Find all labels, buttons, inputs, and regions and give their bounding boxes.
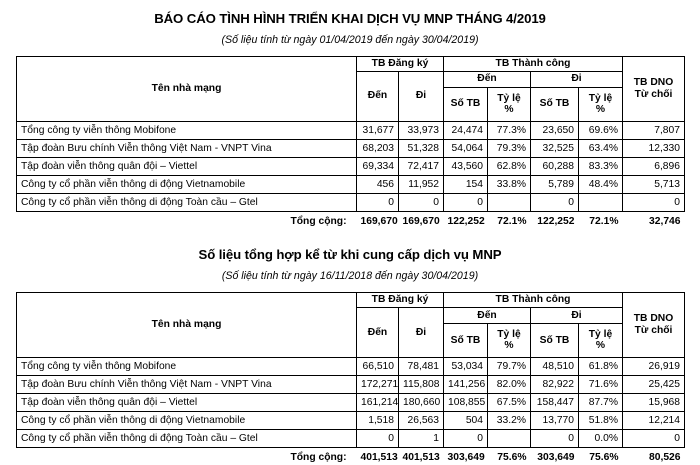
tc-den-tyle-value: 33.8%: [488, 175, 531, 193]
report-2-col-tc-den-sotb: Số TB: [444, 323, 488, 357]
operator-name: Công ty cổ phần viễn thông di động Vietnamobile: [17, 411, 357, 429]
report-2-subtitle: (Số liệu tính từ ngày 16/11/2018 đến ngày 30/04/2019): [221, 269, 479, 282]
tc-di-tyle-value: 87.7%: [579, 393, 623, 411]
tc-di-tyle-value: 71.6%: [579, 375, 623, 393]
tc-di-tyle-value: 69.6%: [579, 121, 623, 139]
tc-di-sotb-value: 5,789: [531, 175, 579, 193]
dk-den-value: 31,677: [357, 121, 399, 139]
dk-den-value: 1,518: [357, 411, 399, 429]
tc-den-tyle-value: 33.2%: [488, 411, 531, 429]
tc-di-sotb-value: 158,447: [531, 393, 579, 411]
total-tc-den-tyle: 75.6%: [497, 452, 527, 464]
tc-den-tyle-value: 67.5%: [488, 393, 531, 411]
dk-di-value: 11,952: [399, 175, 444, 193]
tc-di-tyle-value: 61.8%: [579, 357, 623, 375]
dk-di-value: 72,417: [399, 157, 444, 175]
total-tc-den-sotb: 122,252: [447, 215, 485, 227]
report-1-col-dno-line1: TB DNO: [633, 77, 674, 89]
report-1-title: BÁO CÁO TÌNH HÌNH TRIỂN KHAI DỊCH VỤ MNP THÁNG 4/2019: [154, 11, 546, 26]
dk-di-value: 78,481: [399, 357, 444, 375]
table-row: [17, 193, 685, 211]
tc-den-sotb-value: 154: [444, 175, 488, 193]
dk-den-value: 161,214: [357, 393, 399, 411]
report-2-col-tc-di-sotb: Số TB: [531, 323, 579, 357]
tc-den-sotb-value: 43,560: [444, 157, 488, 175]
report-2-group-thanhcong: TB Thành công: [444, 292, 623, 307]
report-1-header-row-1: [17, 56, 685, 71]
report-1-title-block: [0, 0, 700, 47]
tc-den-sotb-value: 504: [444, 411, 488, 429]
report-2-subgroup-tc-den: Đến: [444, 307, 531, 323]
dno-value: 26,919: [623, 357, 685, 375]
operator-name: Công ty cổ phần viễn thông di động Vietnamobile: [17, 175, 357, 193]
tc-den-sotb-value: 141,256: [444, 375, 488, 393]
report-1-col-dk-den: Đến: [357, 71, 399, 121]
table-row: [17, 121, 685, 139]
tc-den-tyle-value: 62.8%: [488, 157, 531, 175]
report-2-col-dno-line2: Từ chối: [634, 324, 673, 336]
report-2-col-name: Tên nhà mạng: [17, 292, 357, 357]
dno-value: 12,330: [623, 139, 685, 157]
report-2-subgroup-tc-di: Đi: [531, 307, 623, 323]
report-1-table-wrap: [16, 47, 684, 230]
dk-den-value: 0: [357, 193, 399, 211]
tc-den-tyle-value: 79.3%: [488, 139, 531, 157]
table-row: [17, 393, 685, 411]
table-row: [17, 429, 685, 447]
report-2-table-wrap: [16, 283, 684, 465]
tc-di-tyle-value: [579, 193, 623, 211]
report-2-col-dno: [623, 292, 685, 357]
tc-di-tyle-value: 48.4%: [579, 175, 623, 193]
table-row: [17, 375, 685, 393]
tc-den-sotb-value: 0: [444, 429, 488, 447]
report-1-subgroup-tc-den: Đến: [444, 71, 531, 87]
operator-name: Tập đoàn viễn thông quân đội – Viettel: [17, 393, 357, 411]
tc-di-tyle-value: 63.4%: [579, 139, 623, 157]
report-2-col-tc-di-tyle: Tỷ lệ %: [579, 323, 623, 357]
table-row: [17, 175, 685, 193]
table-row: [17, 357, 685, 375]
tc-di-sotb-value: 0: [531, 429, 579, 447]
report-2-tbody: [17, 357, 685, 465]
dno-value: 0: [623, 429, 685, 447]
dk-di-value: 180,660: [399, 393, 444, 411]
dk-di-value: 33,973: [399, 121, 444, 139]
report-1-subgroup-tc-di: Đi: [531, 71, 623, 87]
total-tc-den-sotb: 303,649: [447, 452, 485, 464]
tc-den-sotb-value: 24,474: [444, 121, 488, 139]
report-2-col-dk-di: Đi: [399, 307, 444, 357]
report-1-table: [16, 56, 685, 230]
dk-di-value: 51,328: [399, 139, 444, 157]
tc-den-tyle-value: 82.0%: [488, 375, 531, 393]
operator-name: Tổng công ty viễn thông Mobifone: [17, 121, 357, 139]
total-dk-den: 401,513: [360, 452, 398, 464]
report-2-col-dk-den: Đến: [357, 307, 399, 357]
dk-den-value: 66,510: [357, 357, 399, 375]
operator-name: Công ty cổ phần viễn thông di động Toàn cầu – Gtel: [17, 429, 357, 447]
operator-name: Công ty cổ phần viễn thông di động Toàn cầu – Gtel: [17, 193, 357, 211]
dk-di-value: 115,808: [399, 375, 444, 393]
operator-name: Tập đoàn Bưu chính Viễn thông Việt Nam - VNPT Vina: [17, 375, 357, 393]
table-row: [17, 139, 685, 157]
dno-value: 7,807: [623, 121, 685, 139]
tc-di-sotb-value: 82,922: [531, 375, 579, 393]
total-label: Tổng cộng:: [290, 452, 347, 464]
total-tc-di-sotb: 122,252: [537, 215, 575, 227]
report-2-thead: [17, 292, 685, 357]
table-row: [17, 411, 685, 429]
report-2-header-row-1: [17, 292, 685, 307]
total-tc-di-sotb: 303,649: [537, 452, 575, 464]
report-1-col-tc-di-tyle: Tỷ lệ %: [579, 87, 623, 121]
tc-di-sotb-value: 0: [531, 193, 579, 211]
tc-di-tyle-value: 0.0%: [579, 429, 623, 447]
report-1-col-dno: [623, 56, 685, 121]
report-1-col-tc-di-sotb: Số TB: [531, 87, 579, 121]
total-dno: 80,526: [649, 452, 681, 464]
report-section-2: [0, 229, 700, 465]
dno-value: 25,425: [623, 375, 685, 393]
tc-den-sotb-value: 54,064: [444, 139, 488, 157]
report-2-title: Số liệu tổng hợp kể từ khi cung cấp dịch vụ MNP: [198, 247, 502, 263]
tc-di-tyle-value: 51.8%: [579, 411, 623, 429]
tc-di-sotb-value: 23,650: [531, 121, 579, 139]
operator-name: Tập đoàn viễn thông quân đội – Viettel: [17, 157, 357, 175]
tc-di-tyle-value: 83.3%: [579, 157, 623, 175]
report-2-col-dno-line1: TB DNO: [633, 313, 674, 325]
tc-den-tyle-value: [488, 193, 531, 211]
total-dk-di: 169,670: [402, 215, 440, 227]
tc-di-sotb-value: 60,288: [531, 157, 579, 175]
report-1-col-dk-di: Đi: [399, 71, 444, 121]
dk-den-value: 68,203: [357, 139, 399, 157]
tc-di-sotb-value: 32,525: [531, 139, 579, 157]
report-1-col-tc-den-tyle: Tỷ lệ %: [488, 87, 531, 121]
tc-den-sotb-value: 0: [444, 193, 488, 211]
report-1-thead: [17, 56, 685, 121]
report-2-col-tc-den-tyle: Tỷ lệ %: [488, 323, 531, 357]
table-row: [17, 157, 685, 175]
total-dk-den: 169,670: [360, 215, 398, 227]
report-1-col-dno-line2: Từ chối: [634, 88, 673, 100]
report-2-title-block: [0, 229, 700, 283]
dno-value: 12,214: [623, 411, 685, 429]
dk-den-value: 69,334: [357, 157, 399, 175]
operator-name: Tổng công ty viễn thông Mobifone: [17, 357, 357, 375]
tc-den-sotb-value: 53,034: [444, 357, 488, 375]
tc-den-tyle-value: 77.3%: [488, 121, 531, 139]
total-row: [17, 447, 685, 465]
dk-den-value: 456: [357, 175, 399, 193]
total-row: [17, 211, 685, 229]
dk-den-value: 0: [357, 429, 399, 447]
tc-den-sotb-value: 108,855: [444, 393, 488, 411]
report-1-group-dangky: TB Đăng ký: [357, 56, 444, 71]
report-1-tbody: [17, 121, 685, 229]
dk-di-value: 26,563: [399, 411, 444, 429]
report-2-group-dangky: TB Đăng ký: [357, 292, 444, 307]
total-tc-di-tyle: 72.1%: [589, 215, 619, 227]
tc-den-tyle-value: 79.7%: [488, 357, 531, 375]
total-dk-di: 401,513: [402, 452, 440, 464]
report-section-1: [0, 0, 700, 229]
dk-di-value: 0: [399, 193, 444, 211]
tc-di-sotb-value: 13,770: [531, 411, 579, 429]
dk-di-value: 1: [399, 429, 444, 447]
dno-value: 0: [623, 193, 685, 211]
report-1-subtitle: (Số liệu tính từ ngày 01/04/2019 đến ngày 30/04/2019): [221, 33, 479, 46]
tc-di-sotb-value: 48,510: [531, 357, 579, 375]
tc-den-tyle-value: [488, 429, 531, 447]
dno-value: 15,968: [623, 393, 685, 411]
report-1-col-tc-den-sotb: Số TB: [444, 87, 488, 121]
report-1-col-name: Tên nhà mạng: [17, 56, 357, 121]
operator-name: Tập đoàn Bưu chính Viễn thông Việt Nam - VNPT Vina: [17, 139, 357, 157]
report-1-group-thanhcong: TB Thành công: [444, 56, 623, 71]
total-tc-den-tyle: 72.1%: [497, 215, 527, 227]
dno-value: 6,896: [623, 157, 685, 175]
total-tc-di-tyle: 75.6%: [589, 452, 619, 464]
total-dno: 32,746: [649, 215, 681, 227]
dno-value: 5,713: [623, 175, 685, 193]
dk-den-value: 172,271: [357, 375, 399, 393]
report-2-table: [16, 292, 685, 465]
total-label: Tổng cộng:: [290, 215, 347, 227]
